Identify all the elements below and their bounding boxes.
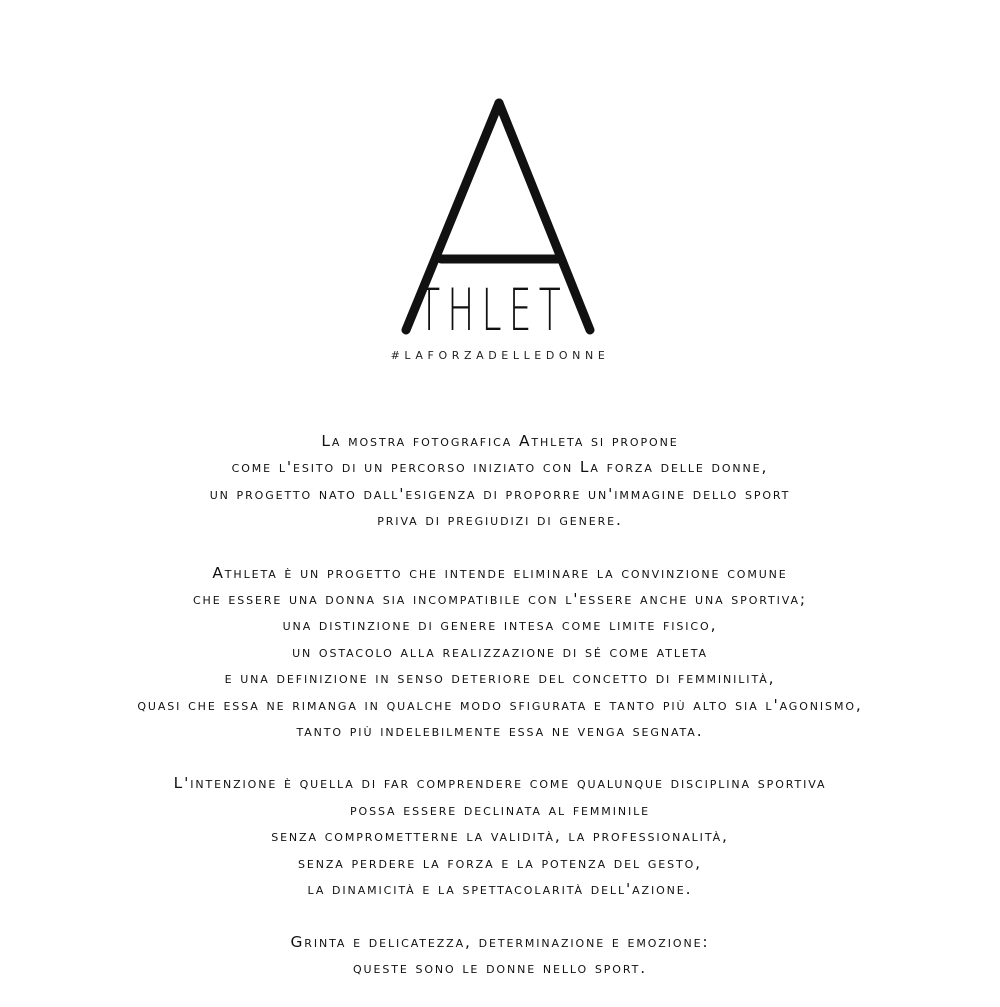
hashtag-subtitle: #LAFORZADELLEDONNE <box>390 349 610 362</box>
description-paragraph <box>40 929 960 982</box>
description-line: priva di pregiudizi di genere. <box>377 511 623 530</box>
description-line: che essere una donna sia incompatibile con l'essere anche una sportiva; <box>192 590 808 609</box>
athleta-logo <box>0 0 1000 400</box>
description-line: possa essere declinata al femminile <box>350 800 650 819</box>
description-line: Athleta è un progetto che intende eliminare la convinzione comune <box>212 563 788 582</box>
description-line: come l'esito di un percorso iniziato con La forza delle donne, <box>231 458 769 477</box>
description-paragraph <box>40 428 960 534</box>
description-line: un ostacolo alla realizzazione di sé come atleta <box>292 642 708 661</box>
description-line: e una definizione in senso deteriore del concetto di femminilità, <box>224 669 776 688</box>
description-paragraph <box>40 770 960 902</box>
description-line: Grinta e delicatezza, determinazione e emozione: <box>290 932 710 951</box>
description-line: una distinzione di genere intesa come limite fisico, <box>282 616 718 635</box>
exhibition-description <box>40 428 960 1007</box>
description-line: queste sono le donne nello sport. <box>352 958 648 977</box>
description-line: tanto più indelebilmente essa ne venga segnata. <box>296 722 704 741</box>
description-line: La mostra fotografica Athleta si propone <box>321 432 679 450</box>
description-line: senza comprometterne la validità, la professionalità, <box>271 827 729 846</box>
description-line: quasi che essa ne rimanga in qualche modo sfigurata e tanto più alto sia l'agonismo, <box>137 695 863 714</box>
description-line: la dinamicità e la spettacolarità dell'azione. <box>307 880 693 899</box>
logo-title-rest: THLET <box>418 277 568 345</box>
description-line: un progetto nato dall'esigenza di proporre un'immagine dello sport <box>209 484 791 503</box>
description-line: senza perdere la forza e la potenza del gesto, <box>298 853 702 872</box>
description-line: L'intenzione è quella di far comprendere come qualunque disciplina sportiva <box>173 774 827 793</box>
athleta-logo-mark <box>0 0 1000 400</box>
description-paragraph <box>40 560 960 745</box>
